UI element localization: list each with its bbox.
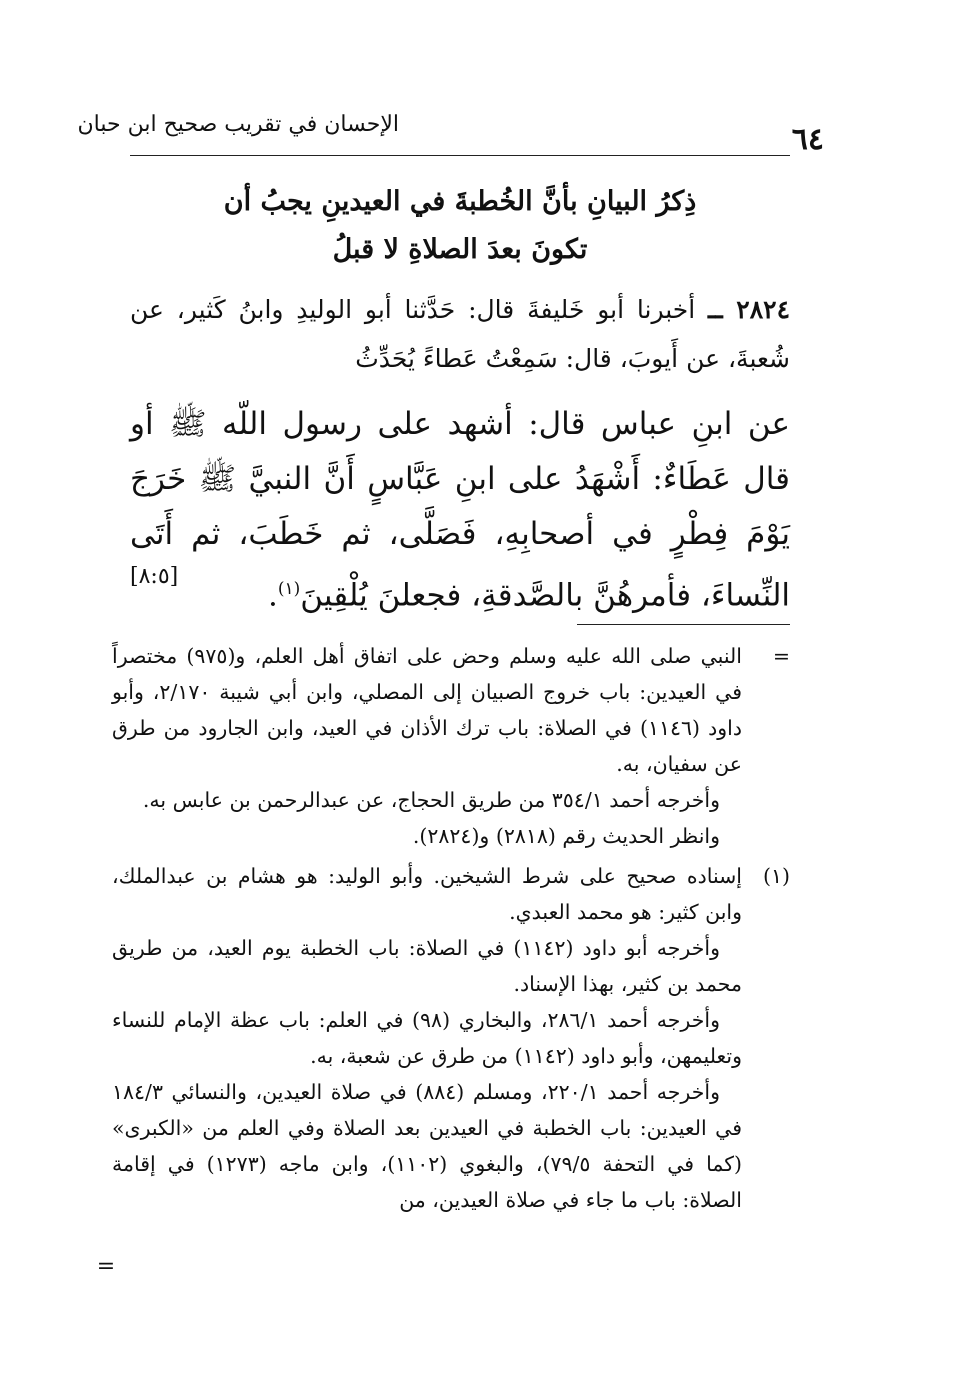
footnote-end-continuation-marker: =	[96, 1254, 116, 1279]
hadith-end-mark: .	[268, 577, 278, 614]
footnote-ref-1[interactable]: (١)	[277, 579, 301, 599]
hadith-isnad	[130, 285, 790, 383]
footnote-paragraph: وانظر الحديث رقم (٢٨١٨) و(٢٨٢٤).	[412, 824, 720, 848]
footnote-1	[112, 858, 790, 1218]
hadith-reference: [٨:٥]	[130, 564, 179, 589]
chapter-heading-line-1: ذِكرُ البيانِ بأنَّ الخُطبةَ في العيدينِ يجبُ أن	[223, 186, 697, 217]
header-divider	[130, 155, 790, 156]
footnote-paragraph: إسناده صحيح على شرط الشيخين. وأبو الوليد: هو هشام بن عبدالملك، وابن كثير: هو محمد العبدي.	[112, 864, 742, 924]
footnote-paragraph: النبي صلى الله عليه وسلم وحض على اتفاق أهل العلم، و(٩٧٥) مختصراً في العيدين: باب خروج الصبيان إلى المصلي، وابن أبي شيبة ٢/١٧٠، وأبو داود (١١٤٦) في الصلاة: باب ترك الأذان في العيد، وابن الجارود من طرق عن سفيان، به.	[112, 644, 742, 776]
footnotes-section	[112, 638, 790, 1218]
running-header-title: الإحسان في تقريب صحيح ابن حبان	[77, 112, 399, 137]
hadith-matn	[130, 397, 790, 623]
chapter-heading	[130, 178, 790, 274]
footnote-paragraph: وأخرجه أحمد ٣٥٤/١ من طريق الحجاج، عن عبدالرحمن بن عابس به.	[142, 788, 720, 812]
footnote-paragraph: وأخرجه أحمد ٢٨٦/١، والبخاري (٩٨) في العلم: باب عظة الإمام للنساء وتعليمهن، وأبو داود (١١٤٢) من طرق عن شعبة، به.	[112, 1008, 742, 1068]
footnote-paragraph: وأخرجه أحمد ٢٢٠/١، ومسلم (٨٨٤) في صلاة العيدين، والنسائي ١٨٤/٣ في العيدين: باب الخطبة في العيدين بعد الصلاة وفي العلم من «الكبرى» (كما في التحفة ٧٩/٥)، والبغوي (١١٠٢)، وابن ماجه (١٢٧٣) في إقامة الصلاة: باب ما جاء في صلاة العيدين، من	[112, 1080, 742, 1212]
footnote-1-marker: (١)	[762, 864, 790, 888]
footnote-paragraph: وأخرجه أبو داود (١١٤٢) في الصلاة: باب الخطبة يوم العيد، من طريق محمد بن كثير، بهذا الإسناد.	[112, 936, 742, 996]
hadith-isnad-text: أخبرنا أبو خَليفةَ قال: حَدَّثنا أبو الوليدِ وابنُ كَثير، عن شُعبةَ، عن أَيوبَ، قال: سَمِعْتُ عَطاءً يُحَدِّثُ	[130, 295, 790, 373]
footnote-continuation	[112, 638, 790, 854]
continuation-marker: =	[772, 644, 790, 668]
hadith-number: ٢٨٢٤ ــ	[708, 295, 791, 324]
hadith-matn-text: عن ابنِ عباس قال: أشهد على رسول اللّه ﷺ أو قال عَطَاءٌ: أَشْهَدُ على ابنِ عَبَّاسٍ أَنَّ النبيَّ ﷺ خَرَجَ يَوْمَ فِطْرٍ في أصحابِهِ، فَصَلَّى، ثم خَطَبَ، ثم أَتَى النِّساءَ، فأمرهُنَّ بالصَّدقةِ، فجعلنَ يُلْقِينَ	[130, 406, 790, 614]
chapter-heading-line-2: تكونَ بعدَ الصلاةِ لا قبلُ	[332, 234, 588, 265]
footnote-divider	[577, 624, 790, 625]
page-number: ٦٤	[791, 122, 824, 157]
